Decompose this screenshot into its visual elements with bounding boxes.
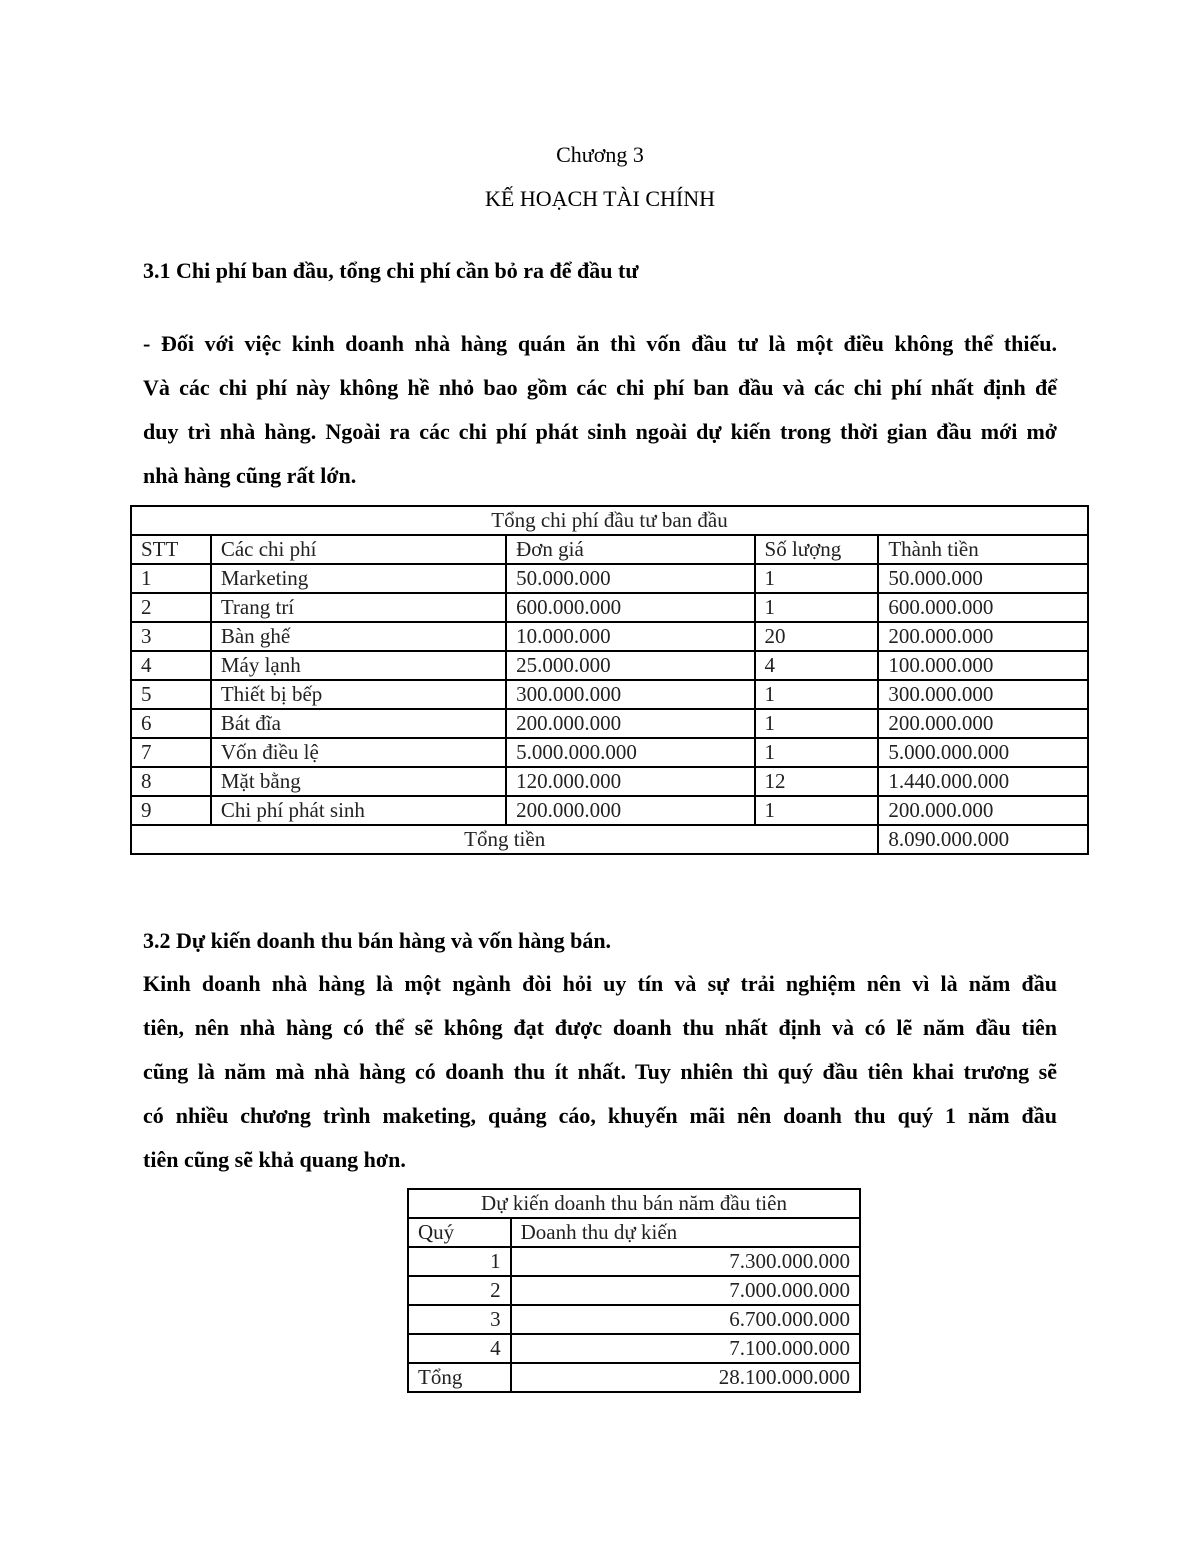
table-total-row	[131, 825, 1088, 854]
column-header: Thành tiền	[878, 535, 1088, 564]
table-row	[408, 1334, 860, 1363]
table-cell: 1	[755, 796, 879, 825]
column-header: Doanh thu dự kiến	[511, 1218, 860, 1247]
column-header: Số lượng	[755, 535, 879, 564]
table-row	[131, 796, 1088, 825]
table-cell: 5.000.000.000	[506, 738, 754, 767]
table-caption-row	[131, 506, 1088, 535]
section-1-paragraph	[143, 322, 1057, 498]
table-cell: 6.700.000.000	[511, 1305, 860, 1334]
table-cell: 1	[755, 680, 879, 709]
total-label: Tổng tiền	[131, 825, 878, 854]
table-cell: 50.000.000	[878, 564, 1088, 593]
table-cell: 1	[408, 1247, 511, 1276]
paragraph-line: tiên cũng sẽ khả quang hơn.	[143, 1147, 406, 1172]
section-2-paragraph	[143, 962, 1057, 1182]
table-cell: 5.000.000.000	[878, 738, 1088, 767]
table-header-row	[131, 535, 1088, 564]
table-cell: 4	[755, 651, 879, 680]
total-value: 8.090.000.000	[878, 825, 1088, 854]
table-cell: Chi phí phát sinh	[211, 796, 506, 825]
table-cell: 10.000.000	[506, 622, 754, 651]
table-cell: 600.000.000	[506, 593, 754, 622]
table-cell: 1	[755, 593, 879, 622]
paragraph-line: nhà hàng cũng rất lớn.	[143, 463, 357, 488]
paragraph-line: cũng là năm mà nhà hàng có doanh thu ít nhất. Tuy nhiên thì quý đầu tiên khai trương sẽ	[143, 1059, 1057, 1084]
table-cell: Trang trí	[211, 593, 506, 622]
table-cell: 300.000.000	[506, 680, 754, 709]
table-cell: 7	[131, 738, 211, 767]
table-cell: 200.000.000	[878, 796, 1088, 825]
table-cell: 5	[131, 680, 211, 709]
column-header: Quý	[408, 1218, 511, 1247]
table-cell: Thiết bị bếp	[211, 680, 506, 709]
table-cell: 2	[408, 1276, 511, 1305]
table-cell: 200.000.000	[878, 622, 1088, 651]
table-row	[131, 709, 1088, 738]
table-cell: 200.000.000	[506, 796, 754, 825]
table-cell: 50.000.000	[506, 564, 754, 593]
table-cell: 4	[408, 1334, 511, 1363]
table-cell: 20	[755, 622, 879, 651]
table-cell: 3	[131, 622, 211, 651]
table-cell: Bát đĩa	[211, 709, 506, 738]
cost-table	[130, 505, 1089, 855]
paragraph-line: Và các chi phí này không hề nhỏ bao gồm các chi phí ban đầu và các chi phí nhất định để	[143, 375, 1057, 400]
table-cell: 600.000.000	[878, 593, 1088, 622]
table-cell: 100.000.000	[878, 651, 1088, 680]
table-caption-row	[408, 1189, 860, 1218]
table-row	[131, 767, 1088, 796]
paragraph-line: tiên, nên nhà hàng có thể sẽ không đạt được doanh thu nhất định và có lẽ năm đầu tiên	[143, 1015, 1057, 1040]
table-cell: 1	[755, 564, 879, 593]
column-header: Các chi phí	[211, 535, 506, 564]
table-cell: 2	[131, 593, 211, 622]
table-cell: Vốn điều lệ	[211, 738, 506, 767]
column-header: STT	[131, 535, 211, 564]
table-cell: 9	[131, 796, 211, 825]
table-row	[408, 1247, 860, 1276]
table-cell: 12	[755, 767, 879, 796]
total-label: Tổng	[408, 1363, 511, 1392]
paragraph-line: duy trì nhà hàng. Ngoài ra các chi phí phát sinh ngoài dự kiến trong thời gian đầu mới mở	[143, 419, 1057, 444]
paragraph-line: Kinh doanh nhà hàng là một ngành đòi hỏi uy tín và sự trải nghiệm nên vì là năm đầu	[143, 971, 1057, 996]
table-cell: 7.300.000.000	[511, 1247, 860, 1276]
table-cell: Bàn ghế	[211, 622, 506, 651]
table-caption: Tổng chi phí đầu tư ban đầu	[131, 506, 1088, 535]
table-cell: Marketing	[211, 564, 506, 593]
table-caption: Dự kiến doanh thu bán năm đầu tiên	[408, 1189, 860, 1218]
table-header-row	[408, 1218, 860, 1247]
table-cell: 200.000.000	[506, 709, 754, 738]
paragraph-line: có nhiều chương trình maketing, quảng cáo, khuyến mãi nên doanh thu quý 1 năm đầu	[143, 1103, 1057, 1128]
table-cell: Mặt bằng	[211, 767, 506, 796]
section-1-heading: 3.1 Chi phí ban đầu, tổng chi phí cần bỏ ra để đầu tư	[143, 258, 639, 283]
table-cell: 1	[755, 738, 879, 767]
table-cell: 300.000.000	[878, 680, 1088, 709]
section-2-heading: 3.2 Dự kiến doanh thu bán hàng và vốn hàng bán.	[143, 928, 612, 953]
chapter-title: KẾ HOẠCH TÀI CHÍNH	[485, 186, 715, 211]
table-row	[131, 622, 1088, 651]
table-row	[131, 680, 1088, 709]
table-cell: 7.100.000.000	[511, 1334, 860, 1363]
table-cell: 200.000.000	[878, 709, 1088, 738]
table-row	[131, 651, 1088, 680]
table-cell: 120.000.000	[506, 767, 754, 796]
table-cell: Máy lạnh	[211, 651, 506, 680]
paragraph-line: - Đối với việc kinh doanh nhà hàng quán ăn thì vốn đầu tư là một điều không thể thiếu.	[143, 331, 1057, 356]
chapter-label: Chương 3	[556, 142, 644, 167]
table-row	[131, 738, 1088, 767]
table-total-row	[408, 1363, 860, 1392]
table-cell: 1	[755, 709, 879, 738]
revenue-table	[407, 1188, 861, 1393]
table-cell: 25.000.000	[506, 651, 754, 680]
table-cell: 3	[408, 1305, 511, 1334]
table-cell: 8	[131, 767, 211, 796]
table-row	[131, 593, 1088, 622]
total-value: 28.100.000.000	[511, 1363, 860, 1392]
table-row	[131, 564, 1088, 593]
column-header: Đơn giá	[506, 535, 754, 564]
table-cell: 4	[131, 651, 211, 680]
table-row	[408, 1276, 860, 1305]
table-row	[408, 1305, 860, 1334]
table-cell: 6	[131, 709, 211, 738]
table-cell: 7.000.000.000	[511, 1276, 860, 1305]
table-cell: 1.440.000.000	[878, 767, 1088, 796]
table-cell: 1	[131, 564, 211, 593]
